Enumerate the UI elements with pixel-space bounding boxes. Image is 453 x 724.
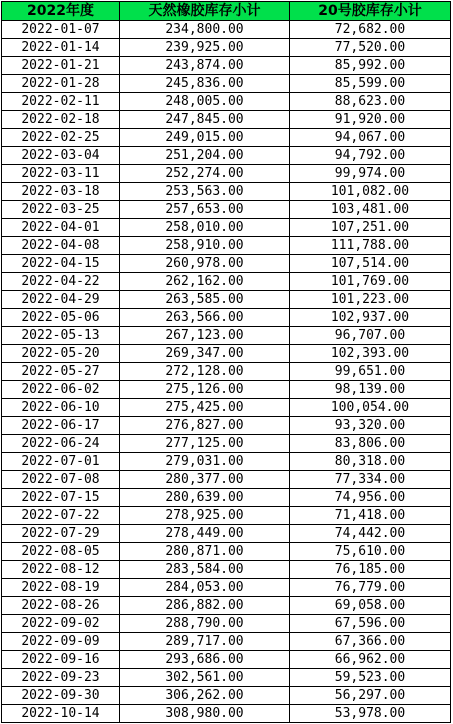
date-cell[interactable]: 2022-04-15 (2, 255, 120, 273)
natural-rubber-cell[interactable]: 279,031.00 (120, 453, 290, 471)
rubber-20-cell[interactable]: 66,962.00 (290, 651, 451, 669)
date-cell[interactable]: 2022-07-15 (2, 489, 120, 507)
natural-rubber-cell[interactable]: 283,584.00 (120, 561, 290, 579)
rubber-20-cell[interactable]: 72,682.00 (290, 21, 451, 39)
table-row (2, 561, 451, 579)
rubber-20-cell[interactable]: 69,058.00 (290, 597, 451, 615)
table-row (2, 381, 451, 399)
natural-rubber-cell[interactable]: 263,566.00 (120, 309, 290, 327)
table-row (2, 687, 451, 705)
natural-rubber-cell[interactable]: 280,377.00 (120, 471, 290, 489)
rubber-20-cell[interactable]: 100,054.00 (290, 399, 451, 417)
table-row (2, 417, 451, 435)
natural-rubber-cell[interactable]: 289,717.00 (120, 633, 290, 651)
date-cell[interactable]: 2022-08-12 (2, 561, 120, 579)
rubber-20-cell[interactable]: 56,297.00 (290, 687, 451, 705)
natural-rubber-cell[interactable]: 249,015.00 (120, 129, 290, 147)
natural-rubber-cell[interactable]: 239,925.00 (120, 39, 290, 57)
date-cell[interactable]: 2022-06-24 (2, 435, 120, 453)
natural-rubber-cell[interactable]: 306,262.00 (120, 687, 290, 705)
natural-rubber-cell[interactable]: 275,425.00 (120, 399, 290, 417)
date-cell[interactable]: 2022-09-23 (2, 669, 120, 687)
table-row (2, 147, 451, 165)
table-row (2, 291, 451, 309)
rubber-20-cell[interactable]: 94,792.00 (290, 147, 451, 165)
date-cell[interactable]: 2022-06-10 (2, 399, 120, 417)
rubber-20-cell[interactable]: 111,788.00 (290, 237, 451, 255)
natural-rubber-cell[interactable]: 252,274.00 (120, 165, 290, 183)
rubber-20-cell[interactable]: 76,185.00 (290, 561, 451, 579)
date-cell[interactable]: 2022-05-06 (2, 309, 120, 327)
rubber-20-cell[interactable]: 77,520.00 (290, 39, 451, 57)
date-cell[interactable]: 2022-03-11 (2, 165, 120, 183)
table-body (2, 21, 451, 723)
natural-rubber-cell[interactable]: 286,882.00 (120, 597, 290, 615)
date-cell[interactable]: 2022-02-11 (2, 93, 120, 111)
rubber-20-cell[interactable]: 101,082.00 (290, 183, 451, 201)
natural-rubber-cell[interactable]: 288,790.00 (120, 615, 290, 633)
table-row (2, 219, 451, 237)
rubber-20-cell[interactable]: 67,366.00 (290, 633, 451, 651)
table-row (2, 93, 451, 111)
date-cell[interactable]: 2022-06-02 (2, 381, 120, 399)
natural-rubber-cell[interactable]: 257,653.00 (120, 201, 290, 219)
table-row (2, 75, 451, 93)
table-row (2, 597, 451, 615)
rubber-20-cell[interactable]: 67,596.00 (290, 615, 451, 633)
date-cell[interactable]: 2022-01-21 (2, 57, 120, 75)
table-row (2, 255, 451, 273)
rubber-20-cell[interactable]: 74,956.00 (290, 489, 451, 507)
rubber-20-cell[interactable]: 96,707.00 (290, 327, 451, 345)
rubber-20-cell[interactable]: 71,418.00 (290, 507, 451, 525)
rubber-20-cell[interactable]: 91,920.00 (290, 111, 451, 129)
date-cell[interactable]: 2022-02-18 (2, 111, 120, 129)
table-row (2, 57, 451, 75)
table-row (2, 237, 451, 255)
date-cell[interactable]: 2022-07-22 (2, 507, 120, 525)
date-cell[interactable]: 2022-08-05 (2, 543, 120, 561)
table-row (2, 669, 451, 687)
rubber-20-cell[interactable]: 75,610.00 (290, 543, 451, 561)
table-row (2, 363, 451, 381)
natural-rubber-cell[interactable]: 280,871.00 (120, 543, 290, 561)
date-cell[interactable]: 2022-01-28 (2, 75, 120, 93)
natural-rubber-cell[interactable]: 275,126.00 (120, 381, 290, 399)
date-cell[interactable]: 2022-04-01 (2, 219, 120, 237)
date-cell[interactable]: 2022-04-29 (2, 291, 120, 309)
natural-rubber-cell[interactable]: 262,162.00 (120, 273, 290, 291)
natural-rubber-cell[interactable]: 245,836.00 (120, 75, 290, 93)
table-row (2, 39, 451, 57)
natural-rubber-cell[interactable]: 278,925.00 (120, 507, 290, 525)
rubber-20-cell[interactable]: 98,139.00 (290, 381, 451, 399)
natural-rubber-cell[interactable]: 234,800.00 (120, 21, 290, 39)
date-cell[interactable]: 2022-03-04 (2, 147, 120, 165)
date-cell[interactable]: 2022-07-01 (2, 453, 120, 471)
header-20-rubber-stock[interactable]: 20号胶库存小计 (290, 2, 451, 21)
table-row (2, 165, 451, 183)
rubber-20-cell[interactable]: 76,779.00 (290, 579, 451, 597)
date-cell[interactable]: 2022-09-30 (2, 687, 120, 705)
natural-rubber-cell[interactable]: 263,585.00 (120, 291, 290, 309)
natural-rubber-cell[interactable]: 243,874.00 (120, 57, 290, 75)
header-row (2, 2, 451, 21)
rubber-20-cell[interactable]: 93,320.00 (290, 417, 451, 435)
rubber-20-cell[interactable]: 53,978.00 (290, 705, 451, 723)
date-cell[interactable]: 2022-09-09 (2, 633, 120, 651)
rubber-20-cell[interactable]: 77,334.00 (290, 471, 451, 489)
table-row (2, 201, 451, 219)
table-row (2, 21, 451, 39)
rubber-20-cell[interactable]: 85,599.00 (290, 75, 451, 93)
date-cell[interactable]: 2022-02-25 (2, 129, 120, 147)
table-row (2, 399, 451, 417)
rubber-20-cell[interactable]: 103,481.00 (290, 201, 451, 219)
date-cell[interactable]: 2022-07-08 (2, 471, 120, 489)
date-cell[interactable]: 2022-07-29 (2, 525, 120, 543)
natural-rubber-cell[interactable]: 248,005.00 (120, 93, 290, 111)
natural-rubber-cell[interactable]: 308,980.00 (120, 705, 290, 723)
rubber-20-cell[interactable]: 101,769.00 (290, 273, 451, 291)
date-cell[interactable]: 2022-05-13 (2, 327, 120, 345)
date-cell[interactable]: 2022-01-14 (2, 39, 120, 57)
natural-rubber-cell[interactable]: 258,010.00 (120, 219, 290, 237)
rubber-20-cell[interactable]: 88,623.00 (290, 93, 451, 111)
date-cell[interactable]: 2022-01-07 (2, 21, 120, 39)
rubber-20-cell[interactable]: 83,806.00 (290, 435, 451, 453)
table-row (2, 705, 451, 723)
natural-rubber-cell[interactable]: 280,639.00 (120, 489, 290, 507)
date-cell[interactable]: 2022-08-19 (2, 579, 120, 597)
table-row (2, 489, 451, 507)
table-row (2, 615, 451, 633)
natural-rubber-cell[interactable]: 253,563.00 (120, 183, 290, 201)
rubber-20-cell[interactable]: 107,514.00 (290, 255, 451, 273)
table-row (2, 111, 451, 129)
date-cell[interactable]: 2022-10-14 (2, 705, 120, 723)
natural-rubber-cell[interactable]: 278,449.00 (120, 525, 290, 543)
rubber-20-cell[interactable]: 101,223.00 (290, 291, 451, 309)
rubber-20-cell[interactable]: 59,523.00 (290, 669, 451, 687)
natural-rubber-cell[interactable]: 293,686.00 (120, 651, 290, 669)
table-row (2, 579, 451, 597)
date-cell[interactable]: 2022-09-16 (2, 651, 120, 669)
rubber-20-cell[interactable]: 99,651.00 (290, 363, 451, 381)
table-row (2, 525, 451, 543)
rubber-20-cell[interactable]: 99,974.00 (290, 165, 451, 183)
natural-rubber-cell[interactable]: 272,128.00 (120, 363, 290, 381)
rubber-20-cell[interactable]: 80,318.00 (290, 453, 451, 471)
table-row (2, 345, 451, 363)
inventory-table (1, 1, 451, 723)
date-cell[interactable]: 2022-06-17 (2, 417, 120, 435)
table-row (2, 543, 451, 561)
date-cell[interactable]: 2022-08-26 (2, 597, 120, 615)
header-year[interactable]: 2022年度 (2, 2, 120, 21)
rubber-20-cell[interactable]: 107,251.00 (290, 219, 451, 237)
date-cell[interactable]: 2022-05-27 (2, 363, 120, 381)
table-row (2, 507, 451, 525)
date-cell[interactable]: 2022-04-22 (2, 273, 120, 291)
natural-rubber-cell[interactable]: 258,910.00 (120, 237, 290, 255)
natural-rubber-cell[interactable]: 276,827.00 (120, 417, 290, 435)
table-row (2, 633, 451, 651)
table-row (2, 435, 451, 453)
rubber-20-cell[interactable]: 102,937.00 (290, 309, 451, 327)
table-row (2, 129, 451, 147)
header-natural-rubber-stock[interactable]: 天然橡胶库存小计 (120, 2, 290, 21)
natural-rubber-cell[interactable]: 302,561.00 (120, 669, 290, 687)
rubber-20-cell[interactable]: 85,992.00 (290, 57, 451, 75)
natural-rubber-cell[interactable]: 267,123.00 (120, 327, 290, 345)
rubber-20-cell[interactable]: 94,067.00 (290, 129, 451, 147)
table-row (2, 327, 451, 345)
table-row (2, 453, 451, 471)
date-cell[interactable]: 2022-03-18 (2, 183, 120, 201)
table-row (2, 183, 451, 201)
natural-rubber-cell[interactable]: 277,125.00 (120, 435, 290, 453)
date-cell[interactable]: 2022-04-08 (2, 237, 120, 255)
natural-rubber-cell[interactable]: 260,978.00 (120, 255, 290, 273)
date-cell[interactable]: 2022-09-02 (2, 615, 120, 633)
natural-rubber-cell[interactable]: 284,053.00 (120, 579, 290, 597)
date-cell[interactable]: 2022-03-25 (2, 201, 120, 219)
table-row (2, 309, 451, 327)
natural-rubber-cell[interactable]: 269,347.00 (120, 345, 290, 363)
rubber-20-cell[interactable]: 74,442.00 (290, 525, 451, 543)
table-row (2, 273, 451, 291)
table-row (2, 471, 451, 489)
natural-rubber-cell[interactable]: 247,845.00 (120, 111, 290, 129)
natural-rubber-cell[interactable]: 251,204.00 (120, 147, 290, 165)
table-row (2, 651, 451, 669)
rubber-20-cell[interactable]: 102,393.00 (290, 345, 451, 363)
date-cell[interactable]: 2022-05-20 (2, 345, 120, 363)
